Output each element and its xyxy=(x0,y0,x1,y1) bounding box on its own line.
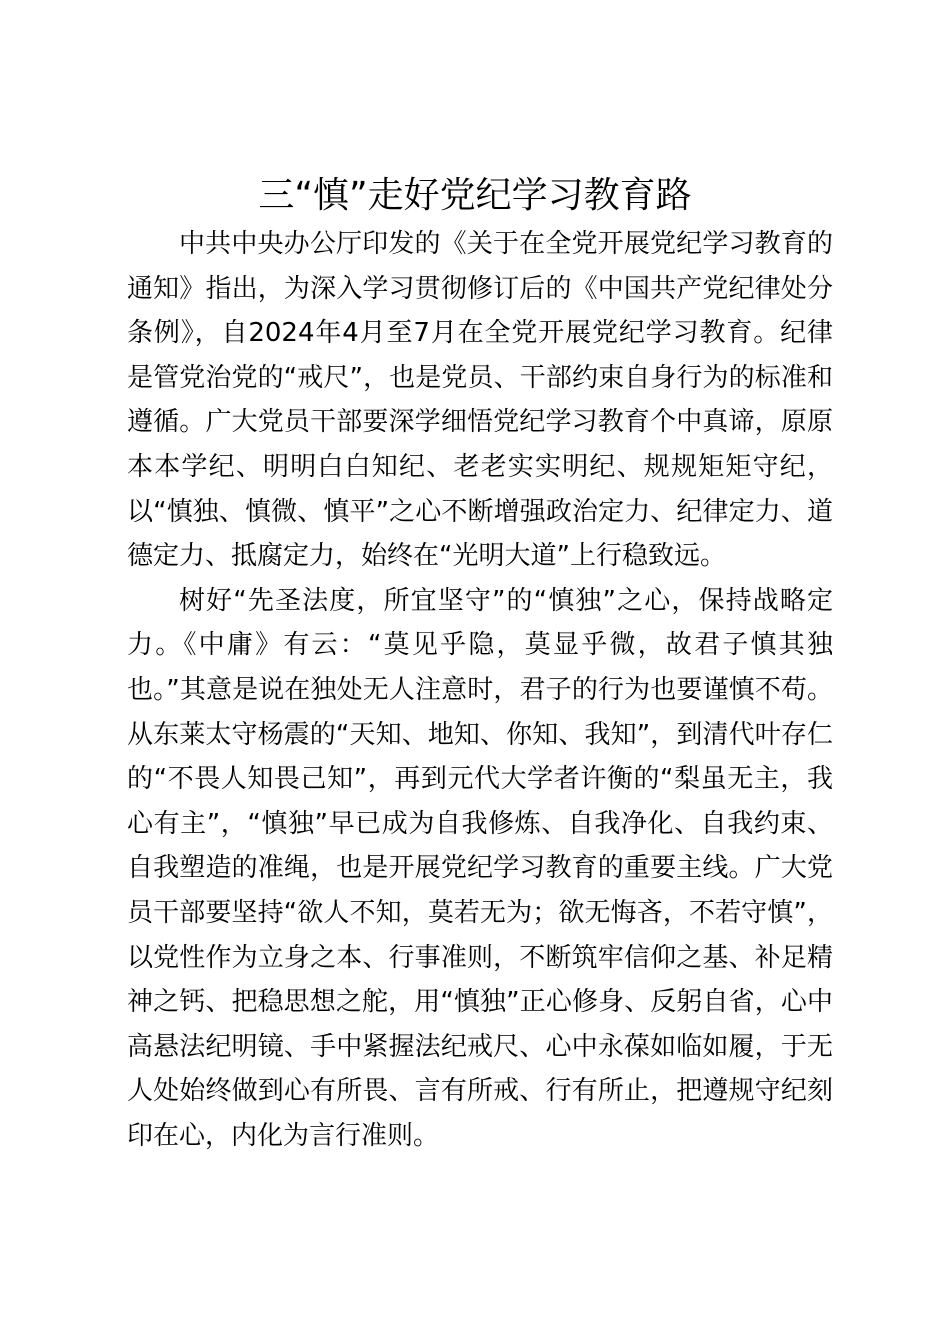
document-body xyxy=(127,222,833,1158)
document-title: 三“慎”走好党纪学习教育路 xyxy=(258,175,692,216)
paragraph-shendu: 树好“先圣法度，所宜坚守”的“慎独”之心，保持战略定力。《中庸》有云：“莫见乎隐，莫显乎微，故君子慎其独也。”其意是说在独处无人注意时，君子的行为也要谨慎不苟。从东莱太守杨震的“天知、地知、你知、我知”，到清代叶存仁的“不畏人知畏己知”，再到元代大学者许衡的“梨虽无主，我心有主”，“慎独”早已成为自我修炼、自我净化、自我约束、自我塑造的准绳，也是开展党纪学习教育的重要主线。广大党员干部要坚持“欲人不知，莫若无为；欲无悔吝，不若守慎”，以党性作为立身之本、行事准则，不断筑牢信仰之基、补足精神之钙、把稳思想之舵，用“慎独”正心修身、反躬自省，心中高悬法纪明镜、手中紧握法纪戒尺、心中永葆如临如履，于无人处始终做到心有所畏、言有所戒、行有所止，把遵规守纪刻印在心，内化为言行准则。 xyxy=(127,585,833,1151)
paragraph-intro: 中共中央办公厅印发的《关于在全党开展党纪学习教育的通知》指出，为深入学习贯彻修订后的《中国共产党纪律处分条例》，自2024年4月至7月在全党开展党纪学习教育。纪律是管党治党的“戒尺”，也是党员、干部约束自身行为的标准和遵循。广大党员干部要深学细悟党纪学习教育个中真谛，原原本本学纪、明明白白知纪、老老实实明纪、规规矩矩守纪，以“慎独、慎微、慎平”之心不断增强政治定力、纪律定力、道德定力、抵腐定力，始终在“光明大道”上行稳致远。 xyxy=(127,229,833,572)
